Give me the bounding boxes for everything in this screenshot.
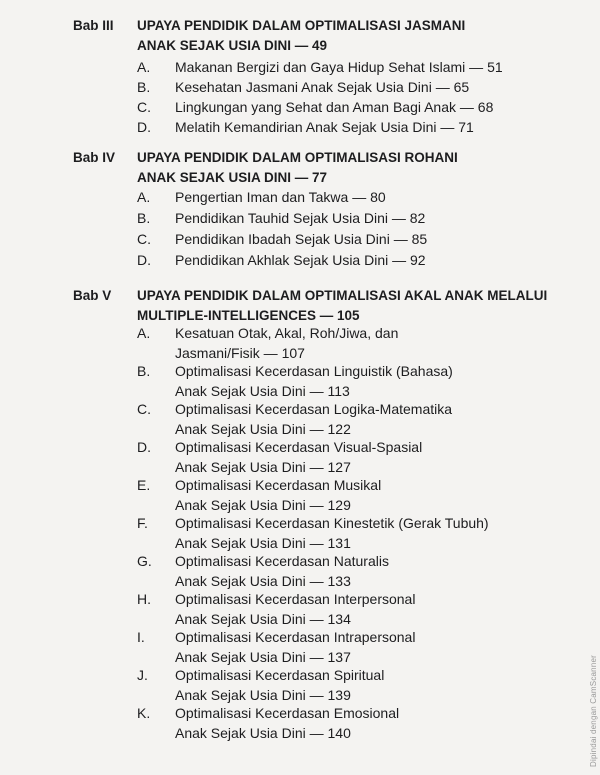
entry-page-number: — 85 (390, 231, 427, 247)
entry-text: Optimalisasi Kecerdasan Logika-Matematika Anak Sejak Usia Dini— 122 (175, 400, 535, 439)
entry-page-number: — 51 (465, 59, 502, 75)
entry-text: Pendidikan Ibadah Sejak Usia Dini— 85 (175, 230, 535, 250)
entry-page-number: — 129 (306, 497, 351, 513)
entry-text: Optimalisasi Kecerdasan Interpersonal Anak Sejak Usia Dini— 134 (175, 590, 535, 629)
entry-text: Optimalisasi Kecerdasan Linguistik (Bahasa) Anak Sejak Usia Dini— 113 (175, 362, 535, 401)
chapter-title (137, 286, 577, 326)
entry-letter: D. (137, 439, 151, 455)
entry-letter: B. (137, 210, 151, 226)
entry-letter: E. (137, 477, 151, 493)
entry-text: Makanan Bergizi dan Gaya Hidup Sehat Islami— 51 (175, 58, 535, 78)
entry-page-number: — 122 (306, 421, 351, 437)
entry-page-number: — 134 (306, 611, 351, 627)
entry-text: Pengertian Iman dan Takwa— 80 (175, 188, 535, 208)
entry-text: Lingkungan yang Sehat dan Aman Bagi Anak— 68 (175, 98, 535, 118)
entry-letter: B. (137, 79, 151, 95)
chapter-title-line-last: ANAK SEJAK USIA DINI— 77 (137, 168, 557, 188)
chapter-title-line: UPAYA PENDIDIK DALAM OPTIMALISASI ROHANI (137, 150, 458, 165)
entry-text: Optimalisasi Kecerdasan Musikal Anak Sejak Usia Dini— 129 (175, 476, 535, 515)
entry-text: Kesehatan Jasmani Anak Sejak Usia Dini— 65 (175, 78, 535, 98)
entry-letter: F. (137, 515, 148, 531)
entry-page-number: — 140 (306, 725, 351, 741)
entry-text: Melatih Kemandirian Anak Sejak Usia Dini— 71 (175, 118, 535, 138)
chapter-page-number: — 49 (291, 38, 327, 53)
entry-text: Optimalisasi Kecerdasan Kinestetik (Gerak Tubuh) Anak Sejak Usia Dini— 131 (175, 514, 535, 553)
entry-letter: D. (137, 252, 151, 268)
entry-text: Optimalisasi Kecerdasan Intrapersonal Anak Sejak Usia Dini— 137 (175, 628, 535, 667)
chapter-page-number: — 105 (316, 308, 360, 323)
entry-text: Kesatuan Otak, Akal, Roh/Jiwa, dan Jasmani/Fisik— 107 (175, 324, 535, 363)
entry-letter: A. (137, 189, 151, 205)
entry-page-number: — 133 (306, 573, 351, 589)
entry-page-number: — 131 (306, 535, 351, 551)
entry-letter: J. (137, 667, 148, 683)
entry-letter: A. (137, 59, 151, 75)
chapter-title-line-last: MULTIPLE-INTELLIGENCES— 105 (137, 306, 577, 326)
entry-letter: K. (137, 705, 151, 721)
entry-letter: C. (137, 231, 151, 247)
entry-letter: G. (137, 553, 152, 569)
entry-page-number: — 139 (306, 687, 351, 703)
entry-page-number: — 107 (260, 345, 305, 361)
entry-letter: D. (137, 119, 151, 135)
entry-letter: A. (137, 325, 151, 341)
chapter-title-line: UPAYA PENDIDIK DALAM OPTIMALISASI JASMANI (137, 18, 466, 33)
entry-text: Optimalisasi Kecerdasan Naturalis Anak Sejak Usia Dini— 133 (175, 552, 535, 591)
entry-text: Pendidikan Tauhid Sejak Usia Dini— 82 (175, 209, 535, 229)
entry-letter: B. (137, 363, 151, 379)
entry-page-number: — 80 (348, 189, 385, 205)
entry-page-number: — 92 (388, 252, 425, 268)
entry-letter: C. (137, 99, 151, 115)
entry-page-number: — 82 (388, 210, 425, 226)
entry-page-number: — 113 (306, 383, 350, 399)
entry-text: Pendidikan Akhlak Sejak Usia Dini— 92 (175, 251, 535, 271)
entry-letter: C. (137, 401, 151, 417)
entry-page-number: — 68 (456, 99, 493, 115)
chapter-label: Bab V (73, 288, 112, 303)
chapter-label: Bab III (73, 18, 114, 33)
entry-page-number: — 127 (306, 459, 351, 475)
entry-text: Optimalisasi Kecerdasan Visual-Spasial Anak Sejak Usia Dini— 127 (175, 438, 535, 477)
chapter-title-line: UPAYA PENDIDIK DALAM OPTIMALISASI AKAL ANAK MELALUI (137, 288, 548, 303)
scanner-watermark: Dipindai dengan CamScanner (589, 655, 598, 767)
entry-page-number: — 137 (306, 649, 351, 665)
entry-page-number: — 65 (432, 79, 469, 95)
chapter-label: Bab IV (73, 150, 116, 165)
chapter-title (137, 16, 557, 56)
entry-text: Optimalisasi Kecerdasan Emosional Anak Sejak Usia Dini— 140 (175, 704, 535, 743)
chapter-title-line-last: ANAK SEJAK USIA DINI— 49 (137, 36, 557, 56)
chapter-title (137, 148, 557, 188)
chapter-page-number: — 77 (291, 170, 327, 185)
entry-page-number: — 71 (436, 119, 473, 135)
entry-letter: I. (137, 629, 145, 645)
entry-letter: H. (137, 591, 151, 607)
entry-text: Optimalisasi Kecerdasan Spiritual Anak Sejak Usia Dini— 139 (175, 666, 535, 705)
